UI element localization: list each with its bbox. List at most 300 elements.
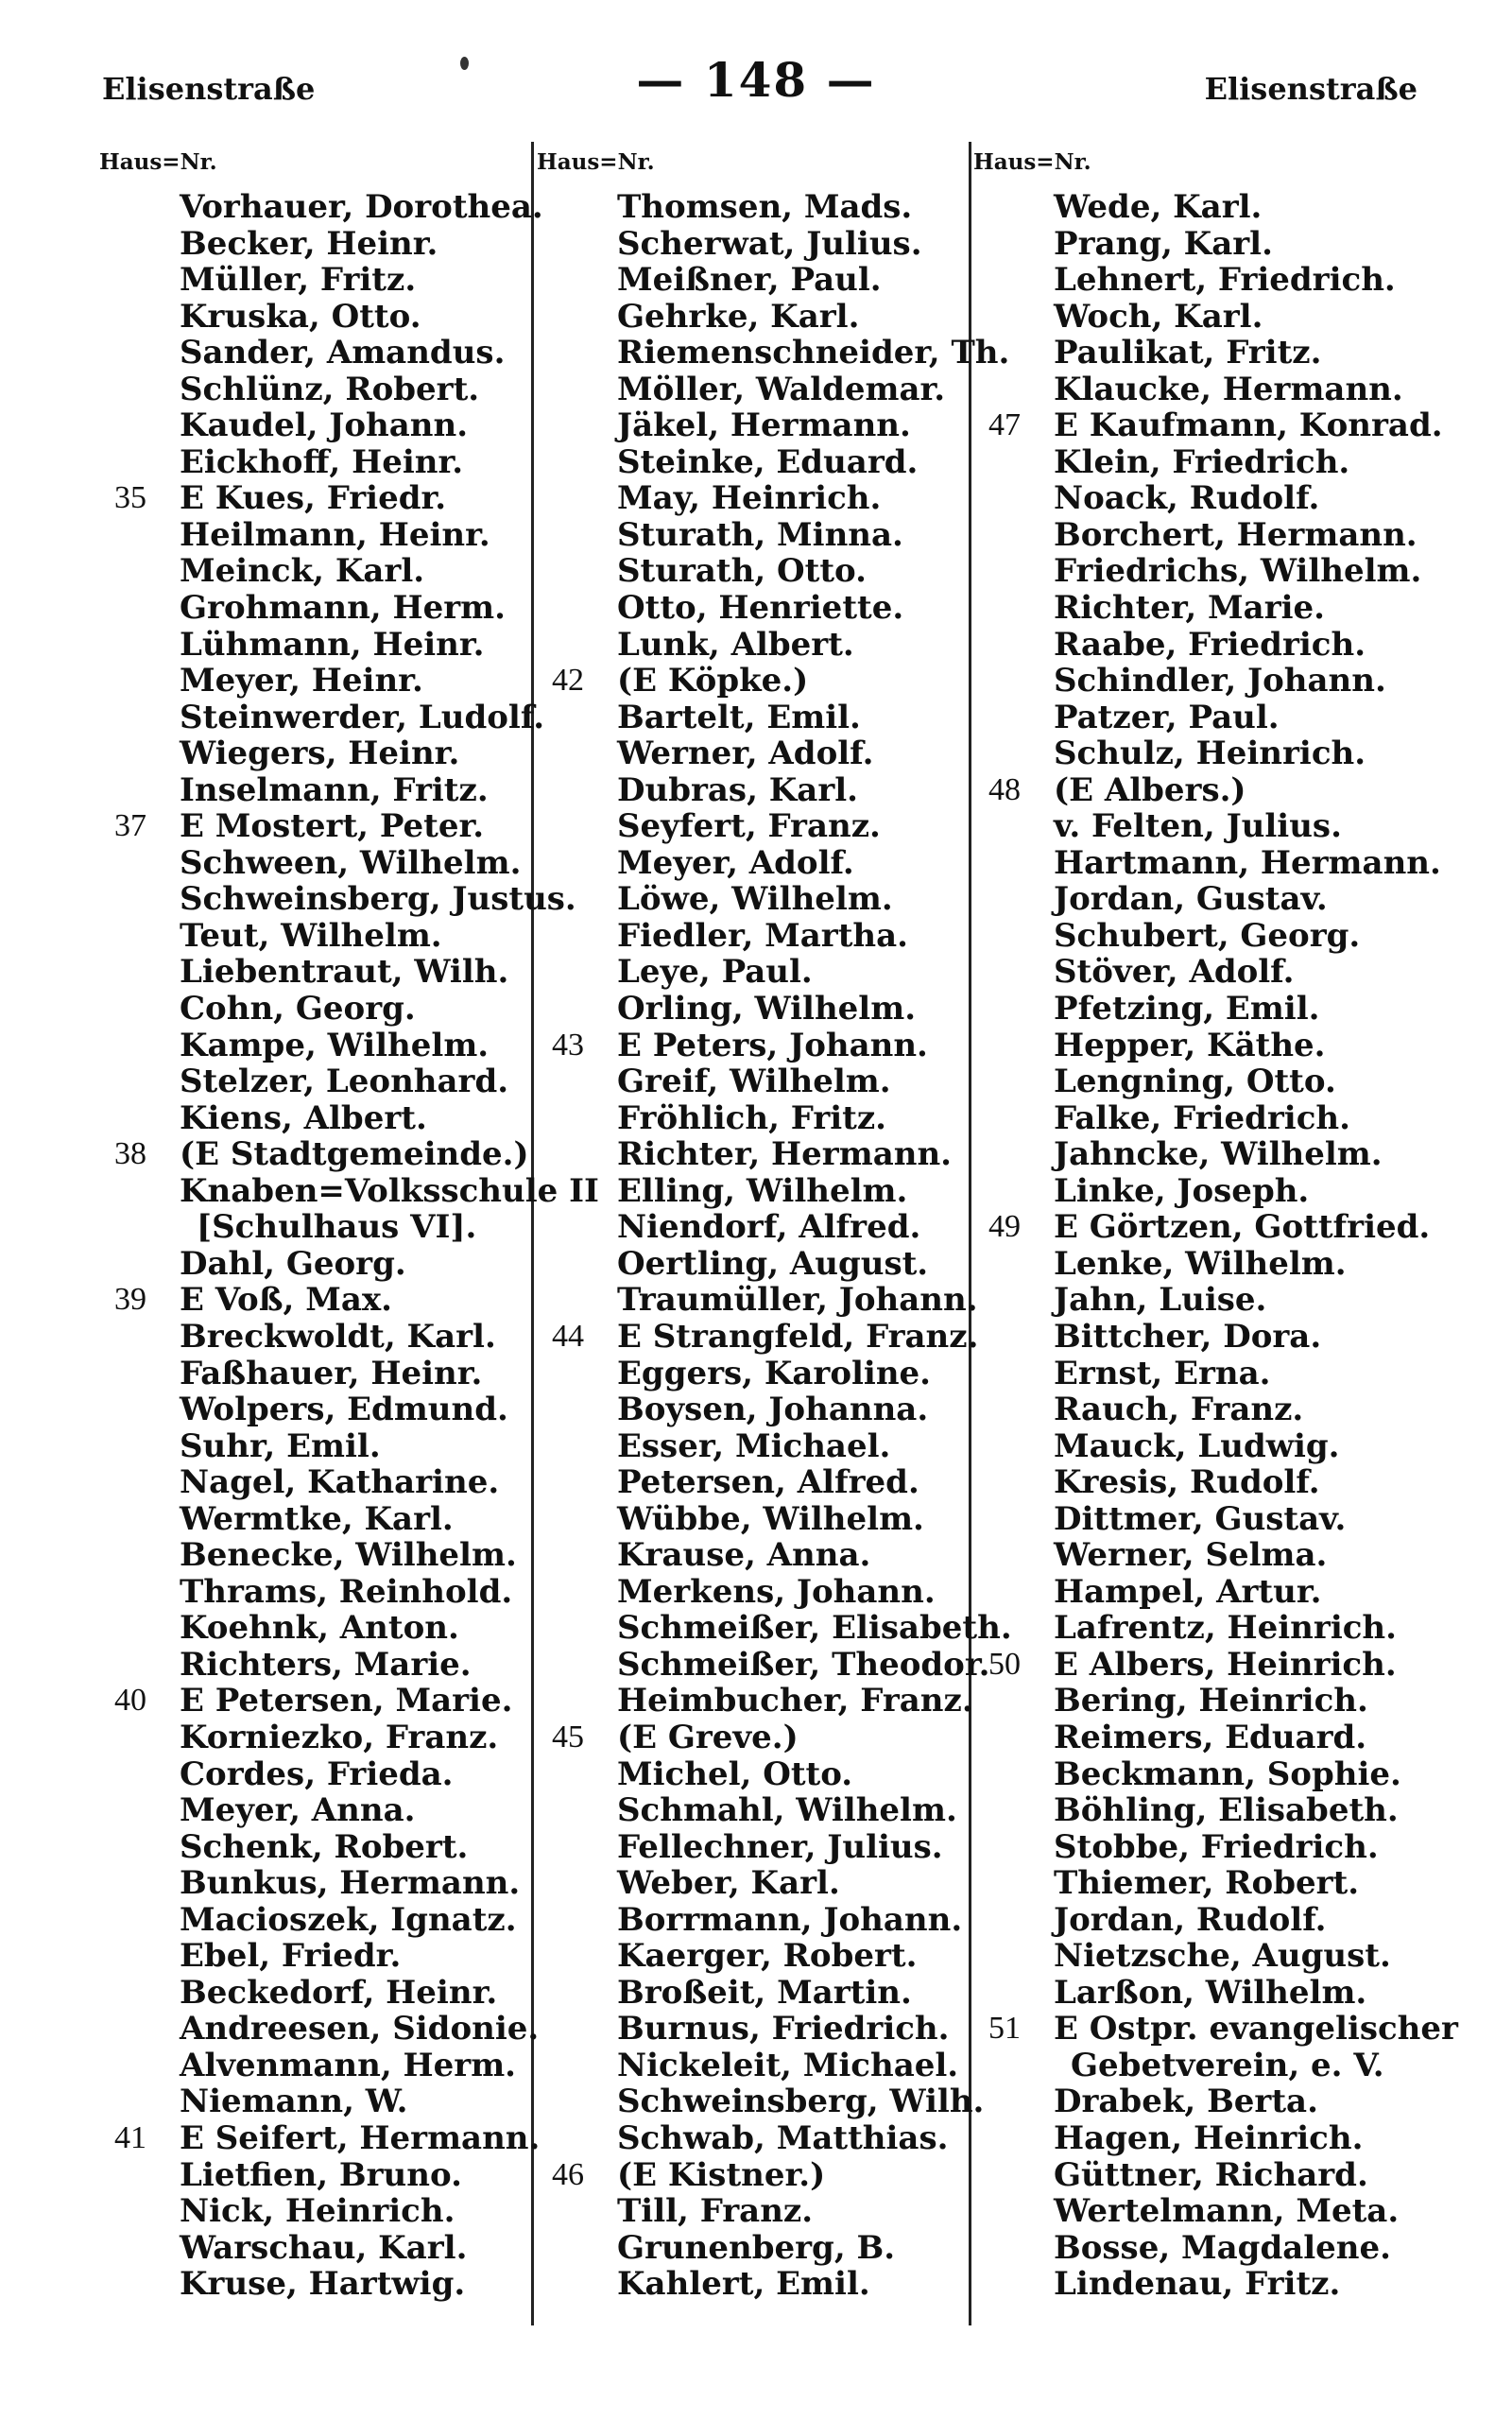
resident-name: Lehnert, Friedrich. — [1054, 261, 1396, 300]
resident-name: Schlünz, Robert. — [180, 370, 480, 408]
list-item — [973, 1028, 1418, 1064]
list-item — [99, 1100, 529, 1137]
resident-name: Cordes, Frieda. — [180, 1754, 454, 1793]
list-item — [537, 407, 967, 444]
resident-name: Elling, Wilhelm. — [617, 1171, 908, 1210]
ink-dot — [460, 57, 469, 70]
list-item — [99, 1028, 529, 1064]
resident-name: Esser, Michael. — [617, 1426, 891, 1465]
list-item — [973, 335, 1418, 372]
resident-name: Breckwoldt, Karl. — [180, 1317, 496, 1356]
list-item — [973, 1063, 1418, 1100]
street-name-left: Elisenstraße — [102, 71, 316, 107]
resident-name: Nietzsche, August. — [1054, 1937, 1391, 1976]
resident-name: Kaudel, Johann. — [180, 406, 469, 445]
resident-name: Pfetzing, Emil. — [1054, 990, 1320, 1028]
list-item — [99, 1501, 529, 1538]
resident-name: Eickhoff, Heinr. — [180, 442, 464, 481]
list-item — [973, 262, 1418, 299]
resident-name: Vorhauer, Dorothea. — [180, 188, 543, 226]
resident-name: Woch, Karl. — [1054, 297, 1263, 336]
list-item — [99, 1975, 529, 2012]
list-item — [537, 2266, 967, 2303]
resident-name: Nick, Heinrich. — [180, 2192, 455, 2231]
list-item — [99, 845, 529, 882]
list-item — [537, 918, 967, 955]
list-item — [99, 2266, 529, 2303]
resident-name: Beckedorf, Heinr. — [180, 1973, 498, 2012]
resident-name: Merkens, Johann. — [617, 1572, 936, 1611]
resident-name: Kampe, Wilhelm. — [180, 1026, 490, 1064]
resident-name: Weber, Karl. — [617, 1864, 840, 1903]
list-item — [99, 1282, 529, 1319]
list-item — [537, 299, 967, 336]
list-item — [537, 1028, 967, 1064]
resident-name: Petersen, Alfred. — [617, 1463, 919, 1502]
resident-name: Lenke, Wilhelm. — [1054, 1244, 1347, 1283]
resident-name: Meyer, Anna. — [180, 1791, 416, 1830]
resident-name: Thrams, Reinhold. — [180, 1572, 513, 1611]
list-item — [537, 1609, 1012, 1648]
resident-name: Heilmann, Heinr. — [180, 515, 490, 554]
list-item — [99, 2083, 529, 2120]
resident-name: Fröhlich, Fritz. — [617, 1098, 886, 1137]
resident-name: Lafrentz, Heinrich. — [1054, 1609, 1397, 1648]
list-item — [537, 590, 967, 627]
house-number: 43 — [552, 1027, 584, 1063]
list-item — [537, 444, 967, 481]
resident-name: Meinck, Karl. — [180, 552, 425, 591]
list-item — [973, 189, 1418, 226]
resident-name: Kiens, Albert. — [180, 1098, 427, 1137]
house-number: 45 — [552, 1719, 584, 1754]
resident-name: Schenk, Robert. — [180, 1827, 469, 1866]
house-number: 40 — [114, 1683, 146, 1719]
list-item — [973, 1208, 1431, 1247]
resident-name: Stöver, Adolf. — [1054, 953, 1295, 992]
resident-name: Otto, Henriette. — [617, 589, 904, 628]
resident-name: Oertling, August. — [617, 1244, 929, 1283]
resident-name: Rauch, Franz. — [1054, 1391, 1304, 1429]
list-item — [537, 1246, 967, 1283]
resident-name: Meyer, Heinr. — [180, 662, 423, 700]
list-item — [537, 700, 967, 736]
resident-name: Alvenmann, Herm. — [180, 2046, 517, 2084]
list-item — [973, 772, 1418, 809]
resident-name: Dahl, Georg. — [180, 1244, 406, 1283]
resident-name: Fellechner, Julius. — [617, 1827, 943, 1866]
resident-name: Korniezko, Franz. — [180, 1718, 499, 1756]
resident-name: Michel, Otto. — [617, 1754, 853, 1793]
list-item — [973, 1100, 1418, 1137]
list-item — [537, 1865, 967, 1902]
list-item — [973, 1537, 1418, 1574]
list-item — [973, 372, 1418, 408]
list-item — [99, 1720, 529, 1756]
resident-name: Ernst, Erna. — [1054, 1354, 1271, 1392]
resident-name: Schulz, Heinrich. — [1054, 735, 1366, 773]
page-number: — 148 — — [636, 52, 876, 108]
list-item — [537, 1356, 967, 1392]
house-number: 44 — [552, 1318, 584, 1354]
house-number: 48 — [988, 771, 1021, 807]
resident-name: Jahncke, Wilhelm. — [1054, 1135, 1383, 1174]
list-item — [973, 663, 1418, 700]
resident-name: Orling, Wilhelm. — [617, 990, 917, 1028]
resident-name: Seyfert, Franz. — [617, 807, 881, 846]
list-item — [973, 991, 1418, 1028]
list-item — [99, 1136, 529, 1173]
resident-name: Wede, Karl. — [1054, 188, 1263, 226]
resident-name: Jahn, Luise. — [1054, 1281, 1267, 1320]
entry-list — [973, 188, 1458, 2304]
resident-name: E Kaufmann, Konrad. — [1054, 406, 1443, 445]
list-item — [537, 2193, 967, 2230]
resident-name: (E Kistner.) — [617, 2155, 826, 2194]
column-header: Haus=Nr. — [973, 149, 1091, 175]
list-item — [99, 299, 529, 336]
list-item — [537, 663, 967, 700]
resident-name: Schweinsberg, Wilh. — [617, 2083, 985, 2121]
column-header: Haus=Nr. — [537, 149, 655, 175]
list-item — [99, 1792, 529, 1829]
resident-name: Scherwat, Julius. — [617, 224, 922, 263]
resident-name: Hartmann, Hermann. — [1054, 843, 1441, 882]
resident-name: Richters, Marie. — [180, 1645, 472, 1684]
resident-name: Leye, Paul. — [617, 953, 813, 992]
resident-name: Schmeißer, Elisabeth. — [617, 1609, 1012, 1648]
list-item — [973, 1938, 1418, 1975]
list-item — [99, 2193, 529, 2230]
list-item — [973, 2048, 1418, 2084]
list-item — [537, 735, 967, 772]
resident-name: Larßon, Wilhelm. — [1054, 1973, 1367, 2012]
list-item — [537, 1645, 990, 1684]
list-item — [537, 1428, 967, 1465]
resident-name: Lühmann, Heinr. — [180, 625, 485, 664]
resident-name: Macioszek, Ignatz. — [180, 1900, 517, 1939]
resident-name: Sander, Amandus. — [180, 334, 506, 372]
list-item — [537, 2011, 967, 2048]
resident-name: Grunenberg, B. — [617, 2228, 896, 2267]
resident-name: v. Felten, Julius. — [1054, 807, 1342, 846]
resident-name: Schween, Wilhelm. — [180, 843, 522, 882]
list-item — [99, 1574, 529, 1611]
list-item — [973, 406, 1443, 445]
house-number: 38 — [114, 1136, 146, 1172]
resident-name: Paulikat, Fritz. — [1054, 334, 1322, 372]
resident-name: Linke, Joseph. — [1054, 1171, 1310, 1210]
resident-name: Güttner, Richard. — [1054, 2155, 1368, 2194]
resident-name: Drabek, Berta. — [1054, 2083, 1318, 2121]
house-number: 51 — [988, 2011, 1021, 2047]
resident-name: Knaben=Volksschule II — [180, 1171, 599, 1210]
resident-name: Thiemer, Robert. — [1054, 1864, 1360, 1903]
list-item — [537, 334, 1010, 372]
house-number: 50 — [988, 1646, 1021, 1682]
list-item — [99, 1464, 529, 1501]
resident-name: Meyer, Adolf. — [617, 843, 854, 882]
resident-name: Benecke, Wilhelm. — [180, 1536, 517, 1575]
list-item — [537, 517, 967, 554]
resident-name: Bunkus, Hermann. — [180, 1864, 521, 1903]
resident-name: Cohn, Georg. — [180, 990, 416, 1028]
house-number: 41 — [114, 2119, 146, 2155]
list-item — [99, 1829, 529, 1866]
resident-name: Friedrichs, Wilhelm. — [1054, 552, 1422, 591]
list-item — [99, 188, 543, 226]
list-item — [99, 2010, 540, 2048]
resident-name: Thomsen, Mads. — [617, 188, 913, 226]
list-item — [973, 517, 1418, 554]
list-item — [99, 1356, 529, 1392]
list-item — [99, 1683, 529, 1720]
list-item — [99, 444, 529, 481]
list-item — [537, 1136, 967, 1173]
resident-name: Inselmann, Fritz. — [180, 770, 489, 809]
list-item — [537, 1392, 967, 1428]
house-number: 37 — [114, 808, 146, 844]
resident-name: Lunk, Albert. — [617, 625, 854, 664]
resident-name: Bosse, Magdalene. — [1054, 2228, 1391, 2267]
list-item — [99, 663, 529, 700]
resident-name: Bartelt, Emil. — [617, 698, 861, 736]
list-item — [973, 2193, 1418, 2230]
list-item — [99, 262, 529, 299]
resident-name: Werner, Adolf. — [617, 735, 874, 773]
resident-name: Klaucke, Hermann. — [1054, 370, 1403, 408]
house-number: 46 — [552, 2156, 584, 2192]
list-item — [537, 1574, 967, 1611]
list-item — [99, 1063, 529, 1100]
list-item — [537, 991, 967, 1028]
list-item — [537, 1209, 967, 1246]
list-item — [99, 954, 529, 991]
list-item — [537, 2083, 985, 2121]
resident-name: Wübbe, Wilhelm. — [617, 1499, 924, 1538]
list-item — [99, 1865, 529, 1902]
list-item — [973, 1829, 1418, 1866]
resident-name: Wiegers, Heinr. — [180, 735, 460, 773]
resident-name: Kruse, Hartwig. — [180, 2265, 466, 2304]
list-item — [537, 2157, 967, 2194]
resident-name: Bittcher, Dora. — [1054, 1317, 1322, 1356]
list-item — [973, 1756, 1418, 1793]
list-item — [99, 407, 529, 444]
house-number: 42 — [552, 663, 584, 699]
list-item — [537, 1501, 967, 1538]
resident-name: Boysen, Johanna. — [617, 1391, 929, 1429]
resident-name: Broßeit, Martin. — [617, 1973, 912, 2012]
house-number: 47 — [988, 407, 1021, 443]
column-divider — [969, 142, 971, 2325]
resident-name: Jäkel, Hermann. — [617, 406, 911, 445]
list-item — [537, 627, 967, 664]
resident-name: Andreesen, Sidonie. — [180, 2010, 540, 2048]
resident-name: May, Heinrich. — [617, 479, 882, 518]
list-item — [537, 2048, 967, 2084]
resident-name: Noack, Rudolf. — [1054, 479, 1320, 518]
list-item — [99, 226, 529, 263]
list-item — [99, 1938, 529, 1975]
resident-name: Steinwerder, Ludolf. — [180, 698, 545, 736]
resident-name: Ebel, Friedr. — [180, 1937, 402, 1976]
resident-name: Nagel, Katharine. — [180, 1463, 500, 1502]
resident-name: Löwe, Wilhelm. — [617, 880, 893, 919]
resident-name: Heimbucher, Franz. — [617, 1682, 973, 1720]
list-item — [537, 1317, 979, 1356]
resident-name: Teut, Wilhelm. — [180, 916, 442, 955]
resident-name: E Kues, Friedr. — [180, 479, 447, 518]
list-item — [973, 954, 1418, 991]
resident-name: Krause, Anna. — [617, 1536, 871, 1575]
list-item — [973, 590, 1418, 627]
list-item — [973, 918, 1418, 955]
list-item — [537, 1756, 967, 1793]
list-item — [99, 2230, 529, 2267]
list-item — [99, 1171, 599, 1210]
list-item — [973, 226, 1418, 263]
list-item — [973, 1319, 1418, 1356]
resident-name: Werner, Selma. — [1054, 1536, 1328, 1575]
list-item — [973, 1282, 1418, 1319]
list-item — [973, 480, 1418, 517]
list-item — [99, 590, 529, 627]
list-item — [99, 1610, 529, 1647]
list-item — [537, 881, 967, 918]
page-header — [0, 52, 1512, 118]
list-item — [973, 2010, 1458, 2048]
list-item — [537, 1792, 967, 1829]
list-item — [537, 954, 967, 991]
list-item — [99, 480, 529, 517]
list-item — [99, 1647, 529, 1684]
resident-name: Niemann, W. — [180, 2083, 408, 2121]
list-item — [99, 372, 529, 408]
directory-column-3 — [973, 144, 1458, 2304]
resident-name: Fiedler, Martha. — [617, 916, 908, 955]
list-item — [973, 1647, 1418, 1684]
resident-name: Liebentraut, Wilh. — [180, 953, 509, 992]
list-item — [973, 2083, 1418, 2120]
resident-name: Prang, Karl. — [1054, 224, 1273, 263]
resident-name: Warschau, Karl. — [180, 2228, 468, 2267]
resident-name: Beckmann, Sophie. — [1054, 1754, 1401, 1793]
list-item — [973, 1610, 1418, 1647]
resident-name: E Ostpr. evangelischer — [1054, 2010, 1458, 2048]
resident-name: Sturath, Minna. — [617, 515, 903, 554]
list-item — [537, 808, 967, 845]
resident-name: Hepper, Käthe. — [1054, 1026, 1326, 1064]
list-item — [99, 1902, 529, 1939]
street-name-right: Elisenstraße — [1204, 71, 1418, 107]
list-item — [537, 1063, 967, 1100]
list-item — [99, 335, 529, 372]
list-item — [99, 2118, 541, 2157]
list-item — [537, 1829, 967, 1866]
list-item — [537, 772, 967, 809]
list-item — [537, 553, 967, 590]
list-item — [973, 2266, 1418, 2303]
list-item — [99, 1537, 529, 1574]
list-item — [99, 1319, 529, 1356]
resident-name: Hagen, Heinrich. — [1054, 2118, 1364, 2157]
list-item — [537, 1173, 967, 1210]
resident-name: E Albers, Heinrich. — [1054, 1645, 1397, 1684]
list-item — [973, 1428, 1418, 1465]
resident-name: [Schulhaus VI]. — [197, 1208, 477, 1247]
resident-name: Dubras, Karl. — [617, 770, 858, 809]
resident-name: Gebetverein, e. V. — [1071, 2046, 1384, 2084]
list-item — [99, 918, 529, 955]
resident-name: Patzer, Paul. — [1054, 698, 1280, 736]
list-item — [973, 1501, 1418, 1538]
resident-name: Böhling, Elisabeth. — [1054, 1791, 1399, 1830]
resident-name: Riemenschneider, Th. — [617, 334, 1010, 372]
resident-name: E Petersen, Marie. — [180, 1682, 513, 1720]
list-item — [99, 627, 529, 664]
list-item — [973, 735, 1418, 772]
list-item — [973, 1975, 1418, 2012]
list-item — [537, 372, 967, 408]
resident-name: (E Köpke.) — [617, 662, 809, 700]
resident-name: Kresis, Rudolf. — [1054, 1463, 1320, 1502]
resident-name: Richter, Marie. — [1054, 589, 1326, 628]
house-number: 39 — [114, 1282, 146, 1318]
list-item — [537, 226, 967, 263]
resident-name: E Mostert, Peter. — [180, 807, 485, 846]
resident-name: Borchert, Hermann. — [1054, 515, 1418, 554]
column-header: Haus=Nr. — [99, 149, 217, 175]
list-item — [973, 808, 1418, 845]
resident-name: (E Greve.) — [617, 1718, 799, 1756]
list-item — [973, 299, 1418, 336]
list-item — [973, 2157, 1418, 2194]
resident-name: Gehrke, Karl. — [617, 297, 860, 336]
list-item — [99, 1428, 529, 1465]
list-item — [99, 735, 529, 772]
list-item — [99, 2048, 529, 2084]
list-item — [99, 880, 576, 919]
resident-name: Wolpers, Edmund. — [180, 1391, 508, 1429]
list-item — [537, 845, 967, 882]
resident-name: Lietfien, Bruno. — [180, 2155, 462, 2194]
list-item — [537, 1975, 967, 2012]
house-number: 49 — [988, 1209, 1021, 1245]
list-item — [537, 1464, 967, 1501]
resident-name: Wermtke, Karl. — [180, 1499, 454, 1538]
resident-name: Lindenau, Fritz. — [1054, 2265, 1341, 2304]
list-item — [973, 1136, 1418, 1173]
resident-name: Kahlert, Emil. — [617, 2265, 870, 2304]
list-item — [537, 1720, 967, 1756]
resident-name: Schwab, Matthias. — [617, 2118, 949, 2157]
list-item — [973, 881, 1418, 918]
list-item — [537, 1938, 967, 1975]
list-item — [973, 1464, 1418, 1501]
resident-name: Becker, Heinr. — [180, 224, 438, 263]
resident-name: Traumüller, Johann. — [617, 1281, 978, 1320]
resident-name: Jordan, Rudolf. — [1054, 1900, 1327, 1939]
resident-name: (E Albers.) — [1054, 770, 1246, 809]
resident-name: E Görtzen, Gottfried. — [1054, 1208, 1431, 1247]
house-number: 35 — [114, 480, 146, 516]
list-item — [973, 2120, 1418, 2157]
resident-name: Till, Franz. — [617, 2192, 814, 2231]
resident-name: Hampel, Artur. — [1054, 1572, 1322, 1611]
list-item — [99, 1246, 529, 1283]
resident-name: Kaerger, Robert. — [617, 1937, 918, 1976]
